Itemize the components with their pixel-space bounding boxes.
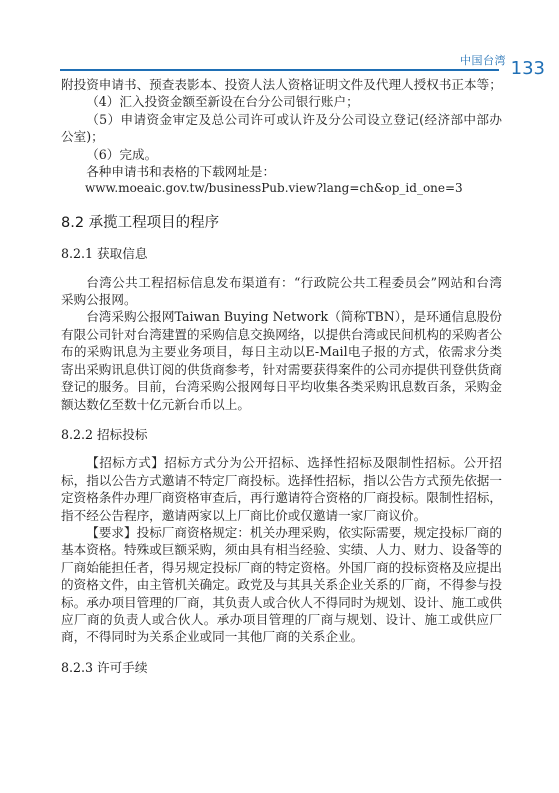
paragraph: 台湾采购公报网Taiwan Buying Network（简称TBN），是环通信息股份有限公司针对台湾建置的采购信息交换网络，以提供台湾或民间机构的采购者公布的采购讯息为主要业务项目，每日主动以E-Mail电子报的方式，依需求分类寄出采购讯息供订阅的供货商参考，针对需要获得案件的公司亦提供刊登供货商登记的服务。目前，台湾采购公报网每日平均收集各类采购讯息数百条，采购金额达数亿至数十亿元新台币以上。 [61, 309, 502, 412]
list-item: （6）完成。 [86, 146, 158, 162]
page-content [61, 76, 502, 687]
paragraph: 各种申请书和表格的下载网址是： [86, 164, 276, 180]
download-url: www.moeaic.gov.tw/businessPub.view?lang=ch&op_id_one=3 [85, 181, 463, 196]
running-header-label: 中国台湾 [460, 54, 506, 67]
section-heading: 8.2 承揽工程项目的程序 [61, 214, 220, 231]
paragraph: 台湾公共工程招标信息发布渠道有：“行政院公共工程委员会”网站和台湾采购公报网。 [61, 274, 502, 308]
page-number: 133 [510, 58, 545, 79]
paragraph: 【要求】投标厂商资格规定：机关办理采购，依实际需要，规定投标厂商的基本资格。特殊或巨额采购，须由具有相当经验、实绩、人力、财力、设备等的厂商始能担任者，得另规定投标厂商的特定资格。外国厂商的投标资格及应提出的资格文件，由主管机关确定。政党及与其具关系企业关系的厂商，不得参与投标。承办项目管理的厂商，其负责人或合伙人不得同时为规划、设计、施工或供应厂商的负责人或合伙人。承办项目管理的厂商与规划、设计、施工或供应厂商，不得同时为关系企业或同一其他厂商的关系企业。 [61, 524, 502, 645]
paragraph: 【招标方式】招标方式分为公开招标、选择性招标及限制性招标。公开招标，指以公告方式邀请不特定厂商投标。选择性招标，指以公告方式预先依据一定资格条件办理厂商资格审查后，再行邀请符合资格的厂商投标。限制性招标，指不经公告程序，邀请两家以上厂商比价或仅邀请一家厂商议价。 [61, 455, 502, 523]
list-item: （5）申请资金审定及总公司许可或认许及分公司设立登记(经济部中部办公室)； [61, 111, 502, 145]
subsection-heading: 8.2.2 招标投标 [61, 426, 148, 442]
header-rule [60, 69, 499, 71]
subsection-heading: 8.2.3 许可手续 [61, 659, 148, 675]
paragraph: 附投资申请书、预查表影本、投资人法人资格证明文件及代理人授权书正本等； [61, 77, 502, 92]
subsection-heading: 8.2.1 获取信息 [61, 246, 148, 262]
list-item: （4）汇入投资金额至新设在台分公司银行账户； [86, 94, 359, 110]
